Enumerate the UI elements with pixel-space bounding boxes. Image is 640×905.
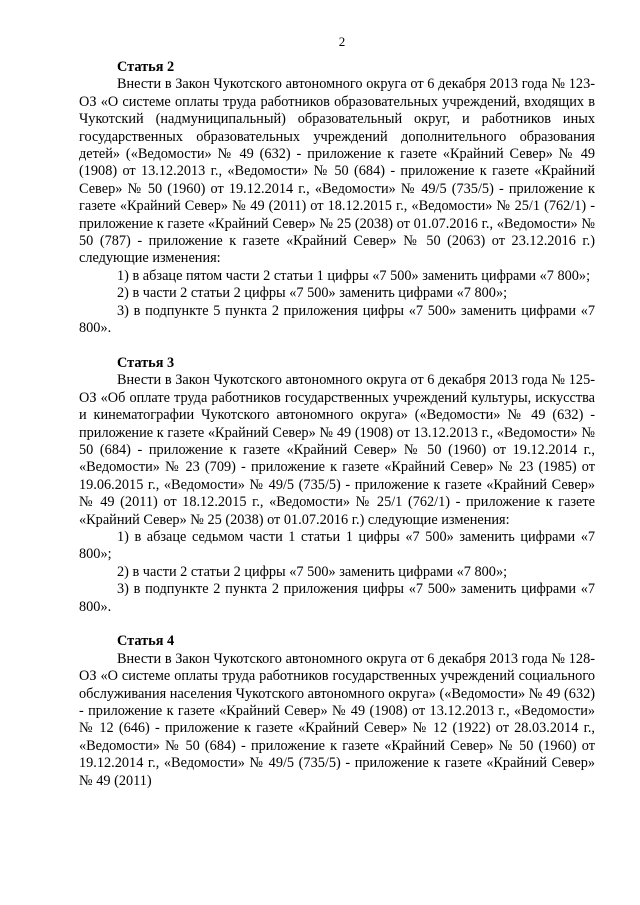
amendment-item: 3) в подпункте 5 пункта 2 приложения цифры «7 500» заменить цифрами «7 800». bbox=[79, 302, 595, 337]
article-3 bbox=[79, 355, 595, 616]
article-intro: Внести в Закон Чукотского автономного округа от 6 декабря 2013 года № 123-ОЗ «О системе оплаты труда работников образовательных учреждений, входящих в Чукотский (надмуниципальный) образовательный округ, и работников иных государственных образовательных учреждений дополнительного образования детей» («Ведомости» № 49 (632) - приложение к газете «Крайний Север» № 49 (1908) от 13.12.2013 г., «Ведомости» № 50 (684) - приложение к газете «Крайний Север» № 50 (1960) от 19.12.2014 г., «Ведомости» № 49/5 (735/5) - приложение к газете «Крайний Север» № 49 (2011) от 18.12.2015 г., «Ведомости» № 25/1 (762/1) - приложение к газете «Крайний Север» № 25 (2038) от 01.07.2016 г., «Ведомости» № 50 (787) - приложение к газете «Крайний Север» № 50 (2063) от 23.12.2016 г.) следующие изменения: bbox=[79, 76, 595, 267]
article-title: Статья 4 bbox=[117, 633, 175, 650]
article-intro: Внести в Закон Чукотского автономного округа от 6 декабря 2013 года № 125-ОЗ «Об оплате труда работников государственных учреждений культуры, искусства и кинематографии Чукотского автономного округа» («Ведомости» № 49 (632) - приложение к газете «Крайний Север» № 49 (1908) от 13.12.2013 г., «Ведомости» № 50 (684) - приложение к газете «Крайний Север» № 50 (1960) от 19.12.2014 г., «Ведомости» № 23 (709) - приложение к газете «Крайний Север» № 23 (1985) от 19.06.2015 г., «Ведомости» № 49/5 (735/5) - приложение к газете «Крайний Север» № 49 (2011) от 18.12.2015 г., «Ведомости» № 25/1 (762/1) - приложение к газете «Крайний Север» № 25 (2038) от 01.07.2016 г.) следующие изменения: bbox=[79, 372, 595, 528]
article-intro: Внести в Закон Чукотского автономного округа от 6 декабря 2013 года № 128-ОЗ «О системе оплаты труда работников государственных учреждений социального обслуживания населения Чукотского автономного округа» («Ведомости» № 49 (632) - приложение к газете «Крайний Север» № 49 (1908) от 13.12.2013 г., «Ведомости» № 12 (646) - приложение к газете «Крайний Север» № 12 (1922) от 28.03.2014 г., «Ведомости» № 50 (684) - приложение к газете «Крайний Север» № 50 (1960) от 19.12.2014 г., «Ведомости» № 49/5 (735/5) - приложение к газете «Крайний Север» № 49 (2011) bbox=[79, 650, 595, 789]
amendment-item: 3) в подпункте 2 пункта 2 приложения цифры «7 500» заменить цифрами «7 800». bbox=[79, 581, 595, 615]
article-2 bbox=[79, 59, 595, 338]
article-title: Статья 2 bbox=[117, 59, 175, 75]
amendment-item: 2) в части 2 статьи 2 цифры «7 500» заменить цифрами «7 800»; bbox=[117, 285, 508, 302]
amendment-item: 1) в абзаце седьмом части 1 статьи 1 цифры «7 500» заменить цифрами «7 800»; bbox=[79, 528, 595, 563]
amendment-item: 2) в части 2 статьи 2 цифры «7 500» заменить цифрами «7 800»; bbox=[117, 563, 508, 580]
amendment-item: 1) в абзаце пятом части 2 статьи 1 цифры «7 500» заменить цифрами «7 800»; bbox=[117, 267, 591, 284]
page-number: 2 bbox=[338, 34, 346, 49]
article-4 bbox=[79, 633, 595, 790]
article-title: Статья 3 bbox=[117, 354, 175, 371]
